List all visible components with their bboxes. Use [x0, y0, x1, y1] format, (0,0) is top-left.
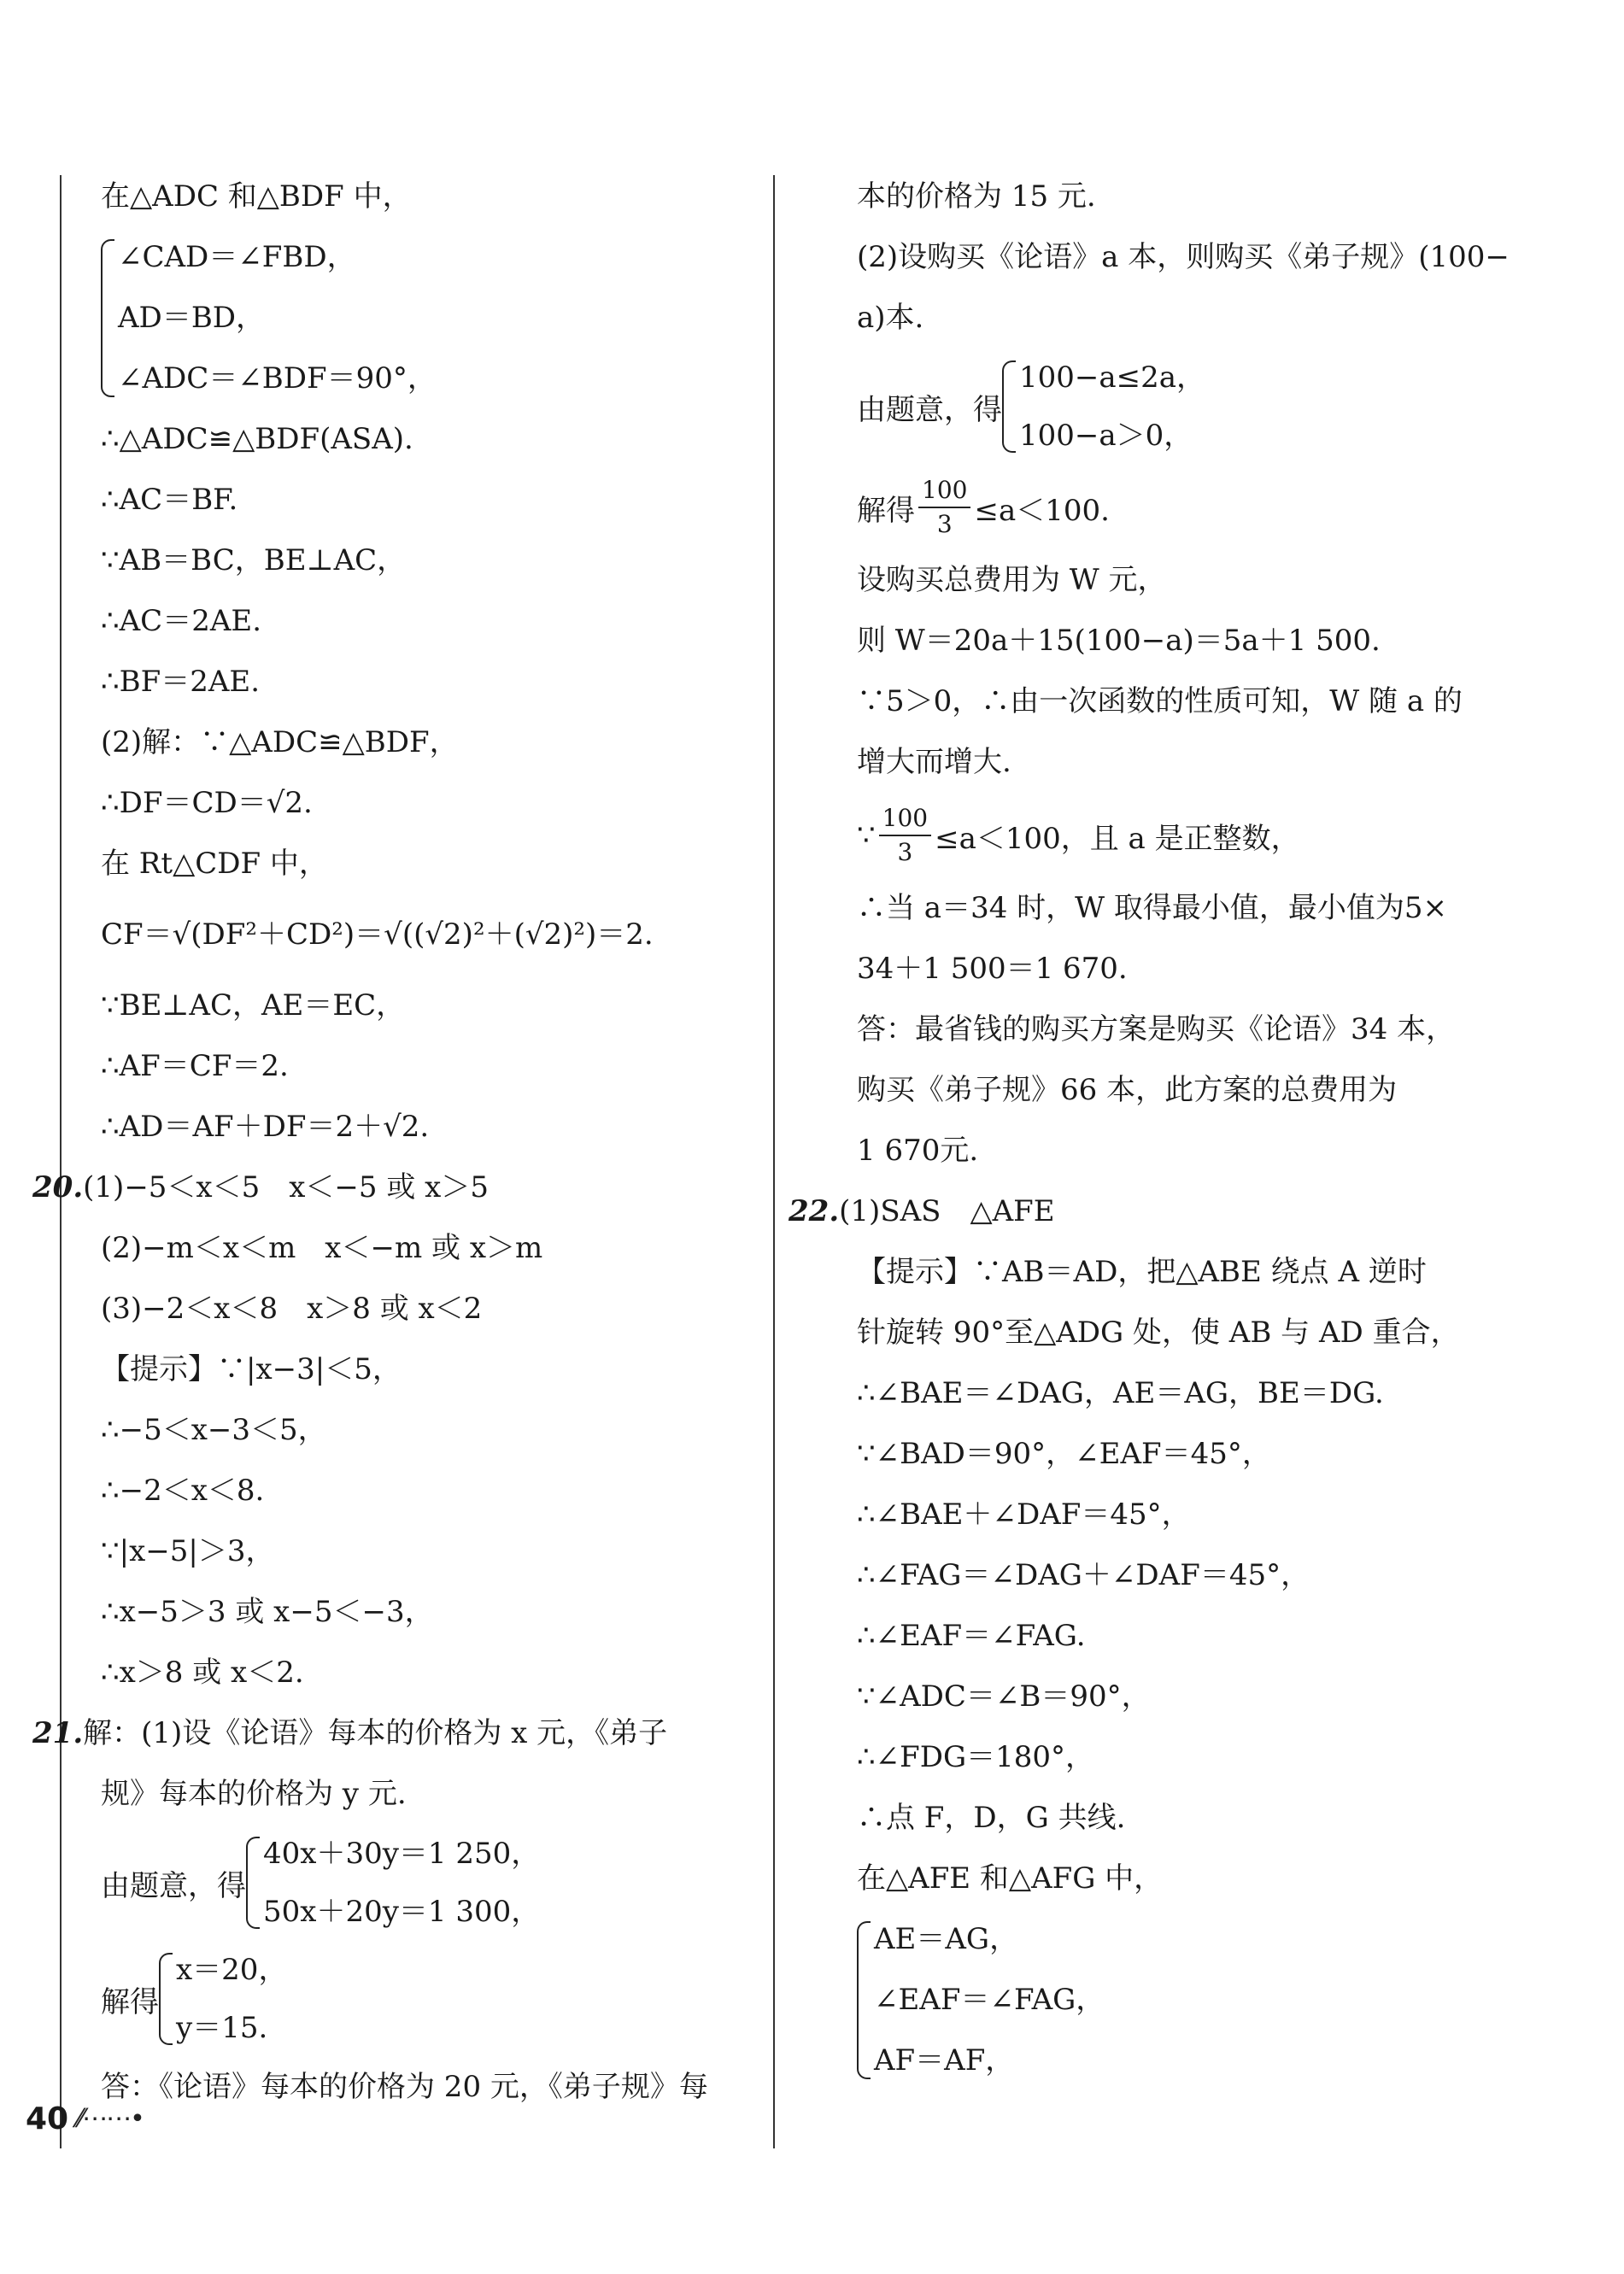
text-line: ∴DF＝CD＝√2.: [101, 786, 313, 820]
question-number: 20.: [32, 1170, 84, 1204]
brace: [246, 1837, 260, 1929]
because-lead: ∵: [857, 818, 876, 853]
fraction-denominator: 3: [897, 838, 913, 866]
system-line: ∠EAF＝∠FAG，: [874, 1983, 1105, 2017]
text-line: ∵BE⊥AC，AE＝EC，: [101, 988, 406, 1023]
text-line: ∴∠FDG＝180°，: [857, 1740, 1095, 1774]
column-divider: [773, 175, 775, 2148]
fraction-numerator: 100: [879, 802, 931, 836]
text-line: ∵AB＝BC，BE⊥AC，: [101, 543, 407, 577]
solution-line: [857, 465, 1506, 550]
text-line: ∵5＞0，∴由一次函数的性质可知，W 随 a 的: [857, 684, 1463, 718]
text-line: 答：《论语》每本的价格为 20 元，《弟子规》每: [101, 2070, 708, 2104]
text-line: ∴x＞8 或 x＜2.: [101, 1656, 304, 1690]
brace: [101, 239, 114, 397]
text-line: (2)设购买《论语》a 本，则购买《弟子规》(100−: [857, 240, 1510, 274]
fraction: [918, 474, 970, 541]
question-22-line: [789, 1181, 1506, 1242]
system-line: 100−a＞0，: [1019, 419, 1193, 453]
text-line: 规》每本的价格为 y 元.: [101, 1777, 407, 1811]
text-line: ∴当 a＝34 时，W 取得最小值，最小值为5×: [857, 891, 1448, 925]
text-line: a)本.: [857, 301, 924, 335]
footer-ornament: ⁄⁄⋯⋯•: [77, 2104, 144, 2134]
text-line: ∴∠BAE＋∠DAF＝45°，: [857, 1497, 1191, 1532]
text-line: ∴−5＜x−3＜5，: [101, 1413, 327, 1447]
equation-system: [857, 1909, 1506, 2091]
text-line: ∵∠ADC＝∠B＝90°，: [857, 1679, 1151, 1714]
fraction-numerator: 100: [918, 474, 970, 508]
because-tail: ≤a＜100，且 a 是正整数，: [935, 821, 1300, 856]
question-number: 21.: [32, 1716, 84, 1750]
solution-system: [159, 1941, 287, 2057]
answer-text: 解：(1)设《论语》每本的价格为 x 元，《弟子: [83, 1716, 668, 1750]
fraction-denominator: 3: [936, 510, 953, 538]
text-line: 34＋1 500＝1 670.: [857, 952, 1128, 986]
condition-line: [857, 793, 1506, 878]
system-line: 50x＋20y＝1 300，: [263, 1895, 541, 1929]
system-line: 40x＋30y＝1 250，: [263, 1837, 541, 1871]
brace: [857, 1921, 871, 2079]
system-lead: 由题意，得: [101, 1868, 246, 1903]
system-lead: 解得: [101, 1984, 159, 2019]
system-line: AF＝AF，: [874, 2043, 1015, 2078]
page-footer: [26, 2101, 144, 2136]
text-line: ∴点 F，D，G 共线.: [857, 1801, 1126, 1835]
text-line: ∴x−5＞3 或 x−5＜−3，: [101, 1595, 434, 1629]
text-line: 在△AFE 和△AFG 中，: [857, 1861, 1164, 1896]
text-line: 针旋转 90°至△ADG 处，使 AB 与 AD 重合，: [857, 1316, 1460, 1350]
text-line: ∴AF＝CF＝2.: [101, 1049, 289, 1083]
text-line: (2)解：∵△ADC≌△BDF，: [101, 725, 459, 759]
text-line: ∴BF＝2AE.: [101, 665, 261, 699]
text-line: 在△ADC 和△BDF 中，: [101, 179, 412, 214]
system-line: x＝20，: [176, 1953, 288, 1987]
text-line: ∴−2＜x＜8.: [101, 1474, 265, 1508]
solve-tail: ≤a＜100.: [974, 493, 1110, 528]
system-line: AD＝BD，: [118, 301, 266, 335]
text-line: ∴∠EAF＝∠FAG.: [857, 1619, 1086, 1653]
text-line: ∵∠BAD＝90°，∠EAF＝45°，: [857, 1437, 1271, 1471]
left-column: [32, 167, 750, 2118]
text-line: ∴AD＝AF＋DF＝2＋√2.: [101, 1110, 430, 1144]
fraction: [879, 802, 931, 869]
system-lead: 由题意，得: [857, 392, 1002, 427]
inequality-system: [1002, 349, 1205, 465]
answer-text: (1)−5＜x＜5 x＜−5 或 x＞5: [83, 1170, 489, 1204]
text-line: ∴△ADC≌△BDF(ASA).: [101, 422, 413, 456]
brace: [1002, 360, 1016, 453]
system-line: AE＝AG，: [874, 1922, 1019, 1956]
text-line: (3)−2＜x＜8 x＞8 或 x＜2: [101, 1292, 483, 1326]
system-line: 100−a≤2a，: [1019, 360, 1206, 395]
text-line: 本的价格为 15 元.: [857, 179, 1096, 214]
text-line: ∴AC＝2AE.: [101, 604, 262, 638]
text-line: 1 670元.: [857, 1134, 979, 1168]
inequality-system-row: [857, 349, 1506, 465]
answer-text: (1)SAS △AFE: [839, 1194, 1055, 1228]
text-line: (2)−m＜x＜m x＜−m 或 x＞m: [101, 1231, 543, 1265]
solution-system-row: [101, 1941, 750, 2057]
text-line: 设购买总费用为 W 元，: [857, 563, 1167, 597]
text-line: 则 W＝20a＋15(100−a)＝5a＋1 500.: [857, 624, 1381, 658]
left-margin-rule: [60, 175, 62, 2148]
brace: [159, 1953, 173, 2045]
text-line: ∴AC＝BF.: [101, 483, 238, 517]
text-line: ∵|x−5|＞3，: [101, 1534, 275, 1568]
equation-system-row: [101, 1825, 750, 1941]
system-line: y＝15.: [176, 2011, 268, 2045]
right-column: [789, 167, 1510, 2091]
system-line: ∠CAD＝∠FBD，: [118, 240, 356, 274]
system-line: ∠ADC＝∠BDF＝90°，: [118, 361, 437, 396]
question-20-line: [32, 1158, 750, 1218]
text-line: 【提示】∵|x−3|＜5，: [101, 1352, 402, 1386]
formula-line: CF＝√(DF²＋CD²)＝√((√2)²＋(√2)²)＝2.: [101, 917, 654, 952]
text-line: 【提示】∵AB＝AD，把△ABE 绕点 A 逆时: [857, 1255, 1427, 1289]
text-line: 答：最省钱的购买方案是购买《论语》34 本，: [857, 1012, 1456, 1046]
text-line: ∴∠FAG＝∠DAG＋∠DAF＝45°，: [857, 1558, 1310, 1592]
question-21-line: [32, 1703, 750, 1764]
text-line: 购买《弟子规》66 本，此方案的总费用为: [857, 1073, 1398, 1107]
question-number: 22.: [789, 1194, 840, 1228]
equation-system: [101, 227, 750, 409]
solve-lead: 解得: [857, 493, 915, 528]
text-line: 增大而增大.: [857, 745, 1011, 779]
text-line: 在 Rt△CDF 中，: [101, 847, 328, 881]
page-number: 40: [26, 2101, 69, 2136]
text-line: ∴∠BAE＝∠DAG，AE＝AG，BE＝DG.: [857, 1376, 1384, 1410]
equation-system: [246, 1825, 540, 1941]
